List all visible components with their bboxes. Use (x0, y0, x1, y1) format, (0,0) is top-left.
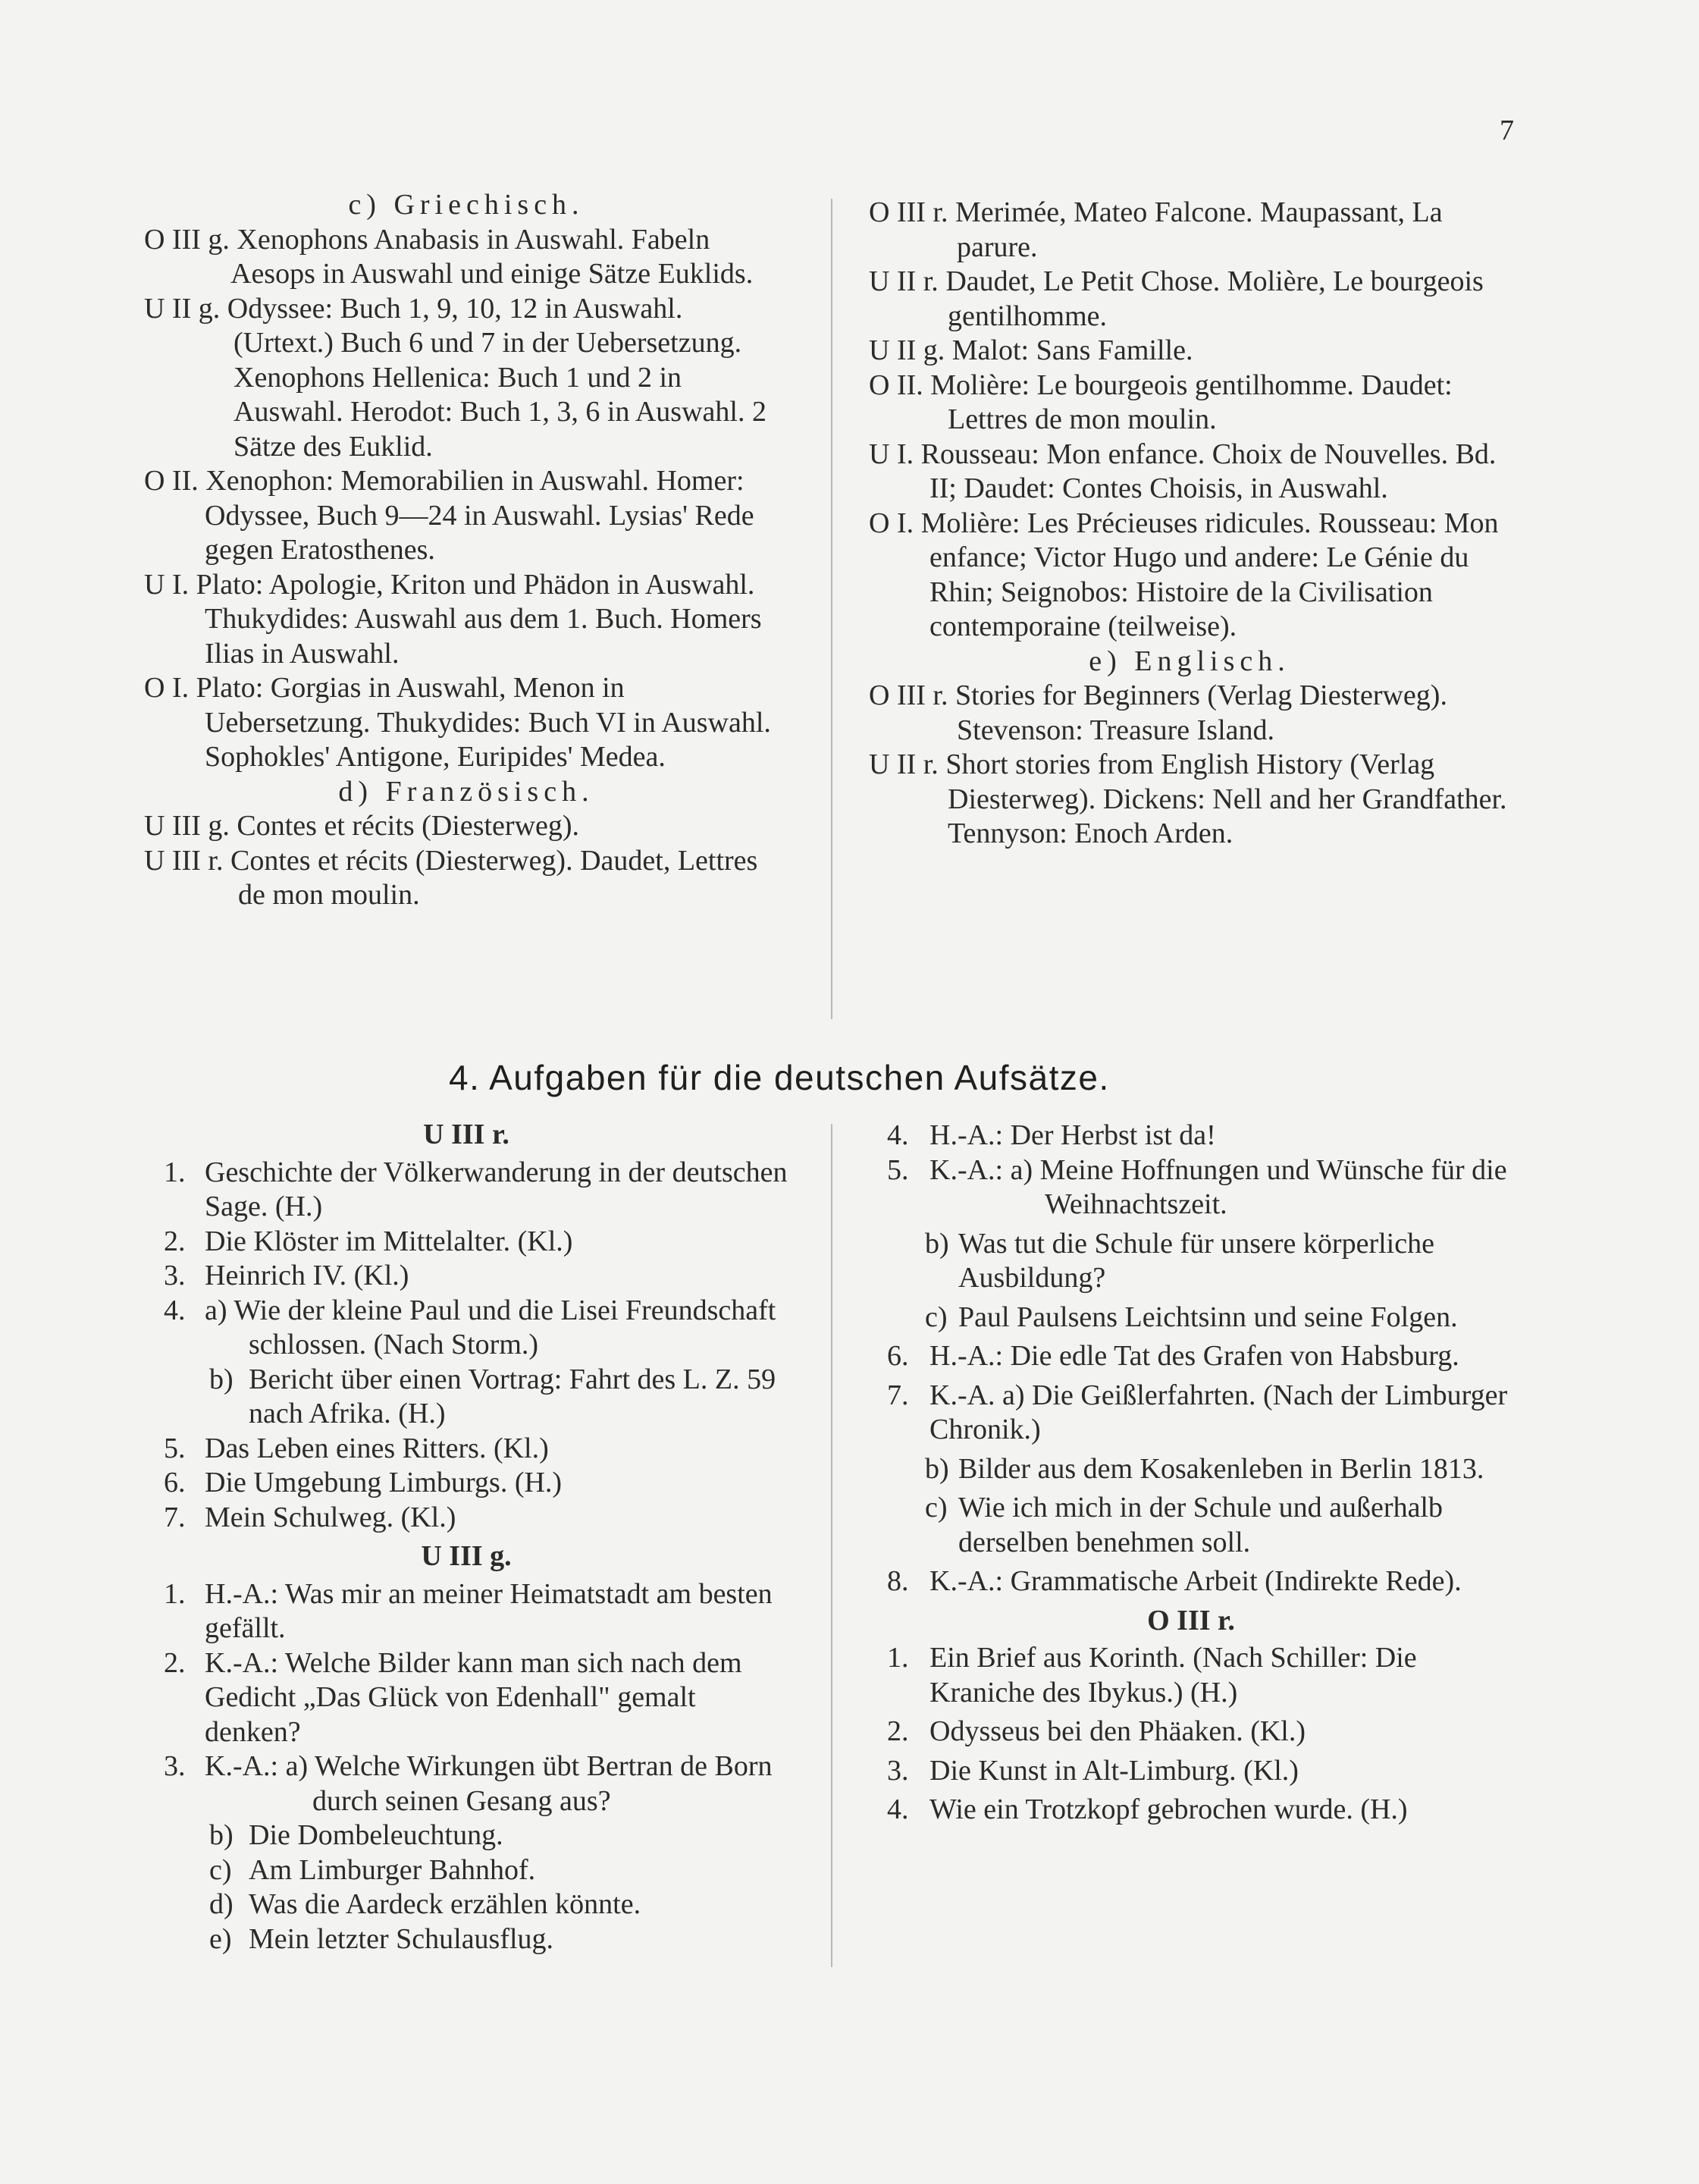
list-item: 4. H.-A.: Der Herbst ist da! (887, 1119, 1216, 1151)
list-item: 8. K.-A.: Grammatische Arbeit (Indirekte Rede). (887, 1565, 1462, 1597)
list-sub-item: b) Was tut die Schule für unsere körperliche Ausbildung? (925, 1227, 1434, 1294)
entry-o3r: O III r. Merimée, Mateo Falcone. Maupassant, La parure. (869, 196, 1443, 263)
entry-o3r-en: O III r. Stories for Beginners (Verlag Diesterweg). Stevenson: Treasure Island. (869, 679, 1447, 746)
list-sub-item: e) Mein letzter Schulausflug. (209, 1922, 554, 1955)
list-item: 3. Die Kunst in Alt-Limburg. (Kl.) (887, 1754, 1299, 1787)
list-item: 5. K.-A.: a) Meine Hoffnungen und Wünsche für die Weihnachtszeit. (887, 1153, 1507, 1220)
list-item: 1. H.-A.: Was mir an meiner Heimatstadt am besten gefällt. (164, 1577, 773, 1644)
list-sub-item: b) Bilder aus dem Kosakenleben in Berlin 1813. (925, 1452, 1484, 1485)
section-title: 4. Aufgaben für die deutschen Aufsätze. (449, 1058, 1110, 1097)
entry-o1: O I. Plato: Gorgias in Auswahl, Menon in Uebersetzung. Thukydides: Buch VI in Auswahl. Sophokles' Antigone, Euripides' Medea. (144, 672, 771, 773)
list-sub-item: b) Die Dombeleuchtung. (209, 1819, 503, 1851)
list-sub-item: c) Am Limburger Bahnhof. (209, 1853, 536, 1886)
list-item: 7. K.-A. a) Die Geißlerfahrten. (Nach der Limburger Chronik.) (887, 1379, 1508, 1445)
entry-u2r: U II r. Daudet, Le Petit Chose. Molière, Le bourgeois gentilhomme. (869, 265, 1484, 332)
group-title-u3g: U III g. (421, 1540, 512, 1572)
entry-o1-fr: O I. Molière: Les Précieuses ridicules. Rousseau: Mon enfance; Victor Hugo und andere: Le Génie du Rhin; Seignobos: Histoire de la Civilisation contemporaine (teilweise). (869, 507, 1499, 642)
list-sub-item: c) Paul Paulsens Leichtsinn und seine Folgen. (925, 1301, 1458, 1333)
page-number: 7 (1500, 115, 1514, 146)
group-title-o3r: O III r. (1147, 1604, 1235, 1636)
entry-u3r: U III r. Contes et récits (Diesterweg). Daudet, Lettres de mon moulin. (144, 844, 758, 911)
heading-franzoesisch: d) Französisch. (338, 775, 594, 808)
essay-topics-right (870, 1119, 1512, 1828)
list-item: 1. Geschichte der Völkerwanderung in der deutschen Sage. (H.) (164, 1156, 788, 1222)
group-title-u3r: U III r. (423, 1119, 509, 1150)
entry-u2g: U II g. Odyssee: Buch 1, 9, 10, 12 in Auswahl. (Urtext.) Buch 6 und 7 in der Uebersetzung. Xenophons Hellenica: Buch 1 und 2 in Auswahl. Herodot: Buch 1, 3, 6 in Auswahl. 2 Sätze des Euklid. (144, 292, 766, 463)
list-item: 5. Das Leben eines Ritters. (Kl.) (164, 1432, 549, 1464)
list-item: 1. Ein Brief aus Korinth. (Nach Schiller: Die Kraniche des Ibykus.) (H.) (887, 1642, 1417, 1709)
list-item: 6. Die Umgebung Limburgs. (H.) (164, 1467, 563, 1498)
entry-u1-fr: U I. Rousseau: Mon enfance. Choix de Nouvelles. Bd. II; Daudet: Contes Choisis, in Auswahl. (869, 438, 1497, 504)
heading-englisch: e) Englisch. (1089, 645, 1290, 677)
list-item: 2. Odysseus bei den Phäaken. (Kl.) (887, 1715, 1306, 1747)
reading-list-left (144, 188, 788, 913)
entry-o3g: O III g. Xenophons Anabasis in Auswahl. Fabeln Aesops in Auswahl und einige Sätze Euklids. (144, 223, 754, 290)
list-item: 2. Die Klöster im Mittelalter. (Kl.) (164, 1225, 573, 1257)
column-divider-top (831, 199, 832, 1019)
list-item: 6. H.-A.: Die edle Tat des Grafen von Habsburg. (887, 1340, 1459, 1372)
list-item: 4. Wie ein Trotzkopf gebrochen wurde. (H.) (887, 1793, 1408, 1825)
reading-list-right (869, 196, 1510, 852)
list-item: 4. a) Wie der kleine Paul und die Lisei Freundschaft schlossen. (Nach Storm.) (164, 1294, 776, 1360)
entry-o2: O II. Xenophon: Memorabilien in Auswahl. Homer: Odyssee, Buch 9—24 in Auswahl. Lysias' Rede gegen Eratosthenes. (144, 465, 754, 566)
heading-griechisch: c) Griechisch. (348, 189, 585, 221)
entry-u3g: U III g. Contes et récits (Diesterweg). (144, 810, 580, 842)
list-sub-item: d) Was die Aardeck erzählen könnte. (209, 1888, 641, 1920)
entry-u2g-fr: U II g. Malot: Sans Famille. (869, 334, 1193, 366)
list-item: 2. K.-A.: Welche Bilder kann man sich nach dem Gedicht „Das Glück von Edenhall" gemalt denken? (164, 1646, 742, 1748)
entry-u1: U I. Plato: Apologie, Kriton und Phädon in Auswahl. Thukydides: Auswahl aus dem 1. Buch. Homers Ilias in Auswahl. (144, 568, 762, 670)
list-sub-item: b) Bericht über einen Vortrag: Fahrt des L. Z. 59 nach Afrika. (H.) (209, 1363, 776, 1429)
entry-u2r-en: U II r. Short stories from English History (Verlag Diesterweg). Dickens: Nell and her Grandfather. Tennyson: Enoch Arden. (869, 748, 1507, 849)
column-divider-bottom (831, 1124, 832, 1967)
list-sub-item: c) Wie ich mich in der Schule und außerhalb derselben benehmen soll. (925, 1492, 1443, 1558)
list-item: 7. Mein Schulweg. (Kl.) (164, 1501, 456, 1533)
list-item: 3. Heinrich IV. (Kl.) (164, 1260, 409, 1291)
entry-o2-fr: O II. Molière: Le bourgeois gentilhomme. Daudet: Lettres de mon moulin. (869, 369, 1453, 435)
list-item: 3. K.-A.: a) Welche Wirkungen übt Bertran de Born durch seinen Gesang aus? (164, 1750, 773, 1817)
essay-topics-left (144, 1113, 788, 1956)
